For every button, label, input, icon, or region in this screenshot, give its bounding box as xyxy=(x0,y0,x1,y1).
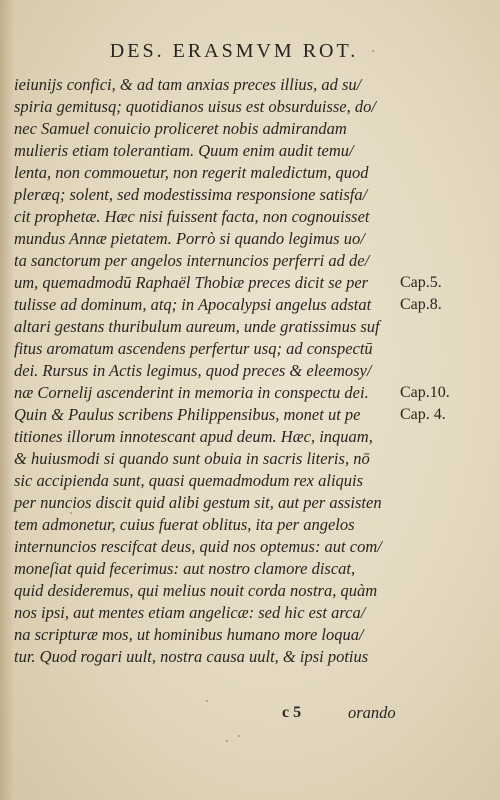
line-text: quid desideremus, qui melius nouit corda nostra, quàm xyxy=(14,581,378,600)
line-text: mulieris etiam tolerantiam. Quum enim audit temu/ xyxy=(14,141,354,160)
body-text xyxy=(0,74,500,668)
line-text: tur. Quod rogari uult, nostra causa uult, & ipsi potius xyxy=(14,647,369,666)
line-text: pleræq; solent, sed modestissima responsione satisfa/ xyxy=(14,185,368,204)
line-text: ieiunijs confici, & ad tam anxias preces illius, ad su/ xyxy=(14,75,362,94)
line-text: titiones illorum innotescant apud deum. Hæc, inquam, xyxy=(14,427,373,446)
text-line xyxy=(0,338,500,360)
text-line xyxy=(0,272,500,294)
line-text: internuncios rescifcat deus, quid nos optemus: aut com/ xyxy=(14,537,382,556)
text-line xyxy=(0,250,500,272)
text-line xyxy=(0,118,500,140)
margin-note: Cap.10. xyxy=(400,384,450,401)
line-text: sic accipienda sunt, quasi quemadmodum rex aliquis xyxy=(14,471,364,490)
signature-mark: c 5 xyxy=(282,704,302,721)
line-text: tem admonetur, cuius fuerat oblitus, ita per angelos xyxy=(14,515,355,534)
text-line xyxy=(0,536,500,558)
text-line xyxy=(0,382,500,404)
text-line xyxy=(0,404,500,426)
text-line xyxy=(0,162,500,184)
line-text: altari gestans thuribulum aureum, unde gratissimus suf xyxy=(14,317,380,336)
text-line xyxy=(0,514,500,536)
text-line xyxy=(0,206,500,228)
line-text: Quin & Paulus scribens Philippensibus, monet ut pe xyxy=(14,405,361,424)
line-text: ta sanctorum per angelos internuncios perferri ad de/ xyxy=(14,251,370,270)
line-text: nec Samuel conuicio proliceret nobis admirandam xyxy=(14,119,347,138)
margin-note: Cap. 4. xyxy=(400,406,446,423)
running-head: DES. ERASMVM ROT. xyxy=(109,40,359,62)
line-text: fitus aromatum ascendens perfertur usq; ad conspectū xyxy=(14,339,373,358)
line-text: cit prophetæ. Hæc nisi fuissent facta, non cognouisset xyxy=(14,207,370,226)
margin-note: Cap.8. xyxy=(400,296,442,313)
catchword: orando xyxy=(348,703,396,722)
text-line xyxy=(0,228,500,250)
line-text: mundus Annæ pietatem. Porrò si quando legimus uo/ xyxy=(14,229,365,248)
line-text: & huiusmodi si quando sunt obuia in sacris literis, nō xyxy=(14,449,370,468)
line-text: spiria gemitusq; quotidianos uisus est obsurduisse, do/ xyxy=(14,97,376,116)
text-line xyxy=(0,140,500,162)
line-text: na scripturæ mos, ut hominibus humano more loqua/ xyxy=(14,625,364,644)
margin-note: Cap.5. xyxy=(400,274,442,291)
text-line xyxy=(0,646,500,668)
text-line xyxy=(0,96,500,118)
text-line xyxy=(0,448,500,470)
text-line xyxy=(0,492,500,514)
text-line xyxy=(0,426,500,448)
text-line xyxy=(0,470,500,492)
text-line xyxy=(0,74,500,96)
line-text: dei. Rursus in Actis legimus, quod preces & eleemosy/ xyxy=(14,361,372,380)
line-text: per nuncios discit quid alibi gestum sit, aut per assisten xyxy=(14,493,382,512)
line-text: nos ipsi, aut mentes etiam angelicæ: sed hic est arca/ xyxy=(14,603,366,622)
text-line xyxy=(0,360,500,382)
line-text: moneſiat quid fecerimus: aut nostro clamore discat, xyxy=(14,559,356,578)
line-text: næ Cornelij ascenderint in memoria in conspectu dei. xyxy=(14,383,369,402)
text-line xyxy=(0,184,500,206)
text-line xyxy=(0,316,500,338)
text-line xyxy=(0,580,500,602)
page-footer xyxy=(0,702,500,724)
line-text: um, quemadmodū Raphaël Thobiæ preces dicit se per xyxy=(14,273,369,292)
text-line xyxy=(0,558,500,580)
text-line xyxy=(0,624,500,646)
text-line xyxy=(0,602,500,624)
text-line xyxy=(0,294,500,316)
line-text: tulisse ad dominum, atq; in Apocalypsi angelus adstat xyxy=(14,295,372,314)
line-text: lenta, non commouetur, non regerit maledictum, quod xyxy=(14,163,369,182)
